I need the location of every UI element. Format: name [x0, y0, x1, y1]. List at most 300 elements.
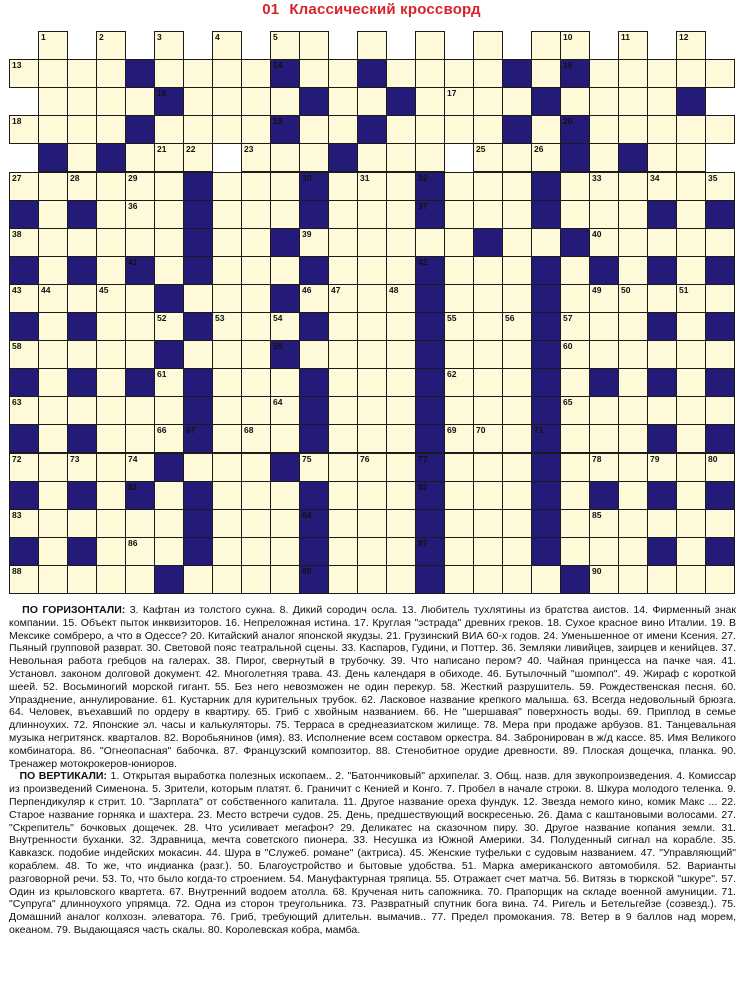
grid-cell[interactable]	[270, 312, 300, 341]
grid-cell[interactable]	[38, 115, 68, 144]
grid-cell[interactable]	[38, 424, 68, 453]
grid-cell[interactable]	[299, 284, 329, 313]
grid-cell[interactable]	[241, 200, 271, 229]
grid-cell[interactable]	[589, 200, 619, 229]
grid-cell[interactable]	[705, 115, 735, 144]
grid-cell[interactable]	[473, 424, 503, 453]
grid-cell[interactable]	[618, 424, 648, 453]
grid-cell[interactable]	[560, 87, 590, 116]
grid-cell[interactable]	[386, 143, 416, 172]
grid-cell[interactable]	[647, 143, 677, 172]
grid-cell[interactable]	[444, 565, 474, 594]
grid-cell[interactable]	[386, 59, 416, 88]
grid-cell[interactable]	[444, 453, 474, 482]
grid-cell[interactable]	[473, 565, 503, 594]
grid-cell[interactable]	[154, 537, 184, 566]
grid-cell[interactable]	[328, 59, 358, 88]
grid-cell[interactable]	[328, 228, 358, 257]
grid-cell[interactable]	[357, 312, 387, 341]
grid-cell[interactable]	[212, 565, 242, 594]
grid-cell[interactable]	[241, 312, 271, 341]
grid-cell[interactable]	[705, 340, 735, 369]
grid-cell[interactable]	[386, 200, 416, 229]
grid-cell[interactable]	[212, 312, 242, 341]
grid-cell[interactable]	[241, 565, 271, 594]
grid-cell[interactable]	[212, 200, 242, 229]
grid-cell[interactable]	[560, 396, 590, 425]
grid-cell[interactable]	[531, 31, 561, 60]
grid-cell[interactable]	[647, 284, 677, 313]
grid-cell[interactable]	[154, 143, 184, 172]
grid-cell[interactable]	[67, 115, 97, 144]
grid-cell[interactable]	[270, 537, 300, 566]
grid-cell[interactable]	[67, 340, 97, 369]
grid-cell[interactable]	[67, 143, 97, 172]
grid-cell[interactable]	[212, 115, 242, 144]
grid-cell[interactable]	[270, 396, 300, 425]
grid-cell[interactable]	[212, 509, 242, 538]
grid-cell[interactable]	[328, 396, 358, 425]
grid-cell[interactable]	[154, 509, 184, 538]
grid-cell[interactable]	[560, 453, 590, 482]
grid-cell[interactable]	[96, 59, 126, 88]
grid-cell[interactable]	[299, 340, 329, 369]
grid-cell[interactable]	[589, 396, 619, 425]
grid-cell[interactable]	[38, 172, 68, 201]
grid-cell[interactable]	[125, 200, 155, 229]
grid-cell[interactable]	[299, 115, 329, 144]
grid-cell[interactable]	[502, 424, 532, 453]
grid-cell[interactable]	[183, 59, 213, 88]
grid-cell[interactable]	[154, 424, 184, 453]
grid-cell[interactable]	[38, 340, 68, 369]
grid-cell[interactable]	[67, 284, 97, 313]
grid-cell[interactable]	[589, 115, 619, 144]
grid-cell[interactable]	[96, 537, 126, 566]
grid-cell[interactable]	[328, 312, 358, 341]
grid-cell[interactable]	[502, 453, 532, 482]
grid-cell[interactable]	[96, 87, 126, 116]
grid-cell[interactable]	[328, 453, 358, 482]
grid-cell[interactable]	[357, 172, 387, 201]
grid-cell[interactable]	[415, 143, 445, 172]
grid-cell[interactable]	[444, 312, 474, 341]
grid-cell[interactable]	[618, 509, 648, 538]
grid-cell[interactable]	[212, 31, 242, 60]
grid-cell[interactable]	[473, 509, 503, 538]
grid-cell[interactable]	[676, 143, 706, 172]
grid-cell[interactable]	[647, 59, 677, 88]
grid-cell[interactable]	[212, 59, 242, 88]
grid-cell[interactable]	[125, 172, 155, 201]
grid-cell[interactable]	[531, 143, 561, 172]
grid-cell[interactable]	[357, 509, 387, 538]
grid-cell[interactable]	[183, 453, 213, 482]
grid-cell[interactable]	[589, 537, 619, 566]
grid-cell[interactable]	[676, 172, 706, 201]
grid-cell[interactable]	[444, 200, 474, 229]
grid-cell[interactable]	[647, 565, 677, 594]
grid-cell[interactable]	[154, 59, 184, 88]
grid-cell[interactable]	[38, 256, 68, 285]
grid-cell[interactable]	[38, 453, 68, 482]
grid-cell[interactable]	[270, 31, 300, 60]
grid-cell[interactable]	[241, 87, 271, 116]
grid-cell[interactable]	[183, 284, 213, 313]
grid-cell[interactable]	[241, 424, 271, 453]
grid-cell[interactable]	[38, 368, 68, 397]
grid-cell[interactable]	[67, 453, 97, 482]
grid-cell[interactable]	[473, 284, 503, 313]
grid-cell[interactable]	[502, 340, 532, 369]
grid-cell[interactable]	[531, 59, 561, 88]
grid-cell[interactable]	[212, 256, 242, 285]
grid-cell[interactable]	[473, 59, 503, 88]
grid-cell[interactable]	[618, 256, 648, 285]
grid-cell[interactable]	[212, 481, 242, 510]
grid-cell[interactable]	[270, 172, 300, 201]
grid-cell[interactable]	[9, 59, 39, 88]
grid-cell[interactable]	[502, 509, 532, 538]
grid-cell[interactable]	[560, 509, 590, 538]
grid-cell[interactable]	[328, 172, 358, 201]
grid-cell[interactable]	[67, 565, 97, 594]
grid-cell[interactable]	[125, 537, 155, 566]
grid-cell[interactable]	[96, 368, 126, 397]
grid-cell[interactable]	[676, 115, 706, 144]
grid-cell[interactable]	[241, 368, 271, 397]
grid-cell[interactable]	[560, 481, 590, 510]
grid-cell[interactable]	[386, 115, 416, 144]
grid-cell[interactable]	[357, 200, 387, 229]
grid-cell[interactable]	[473, 256, 503, 285]
grid-cell[interactable]	[444, 537, 474, 566]
grid-cell[interactable]	[502, 228, 532, 257]
grid-cell[interactable]	[270, 87, 300, 116]
grid-cell[interactable]	[38, 228, 68, 257]
grid-cell[interactable]	[96, 424, 126, 453]
grid-cell[interactable]	[357, 87, 387, 116]
grid-cell[interactable]	[241, 453, 271, 482]
grid-cell[interactable]	[357, 537, 387, 566]
grid-cell[interactable]	[531, 565, 561, 594]
grid-cell[interactable]	[183, 565, 213, 594]
grid-cell[interactable]	[357, 340, 387, 369]
grid-cell[interactable]	[618, 312, 648, 341]
grid-cell[interactable]	[589, 284, 619, 313]
grid-cell[interactable]	[241, 115, 271, 144]
grid-cell[interactable]	[502, 143, 532, 172]
grid-cell[interactable]	[96, 115, 126, 144]
grid-cell[interactable]	[357, 453, 387, 482]
grid-cell[interactable]	[502, 565, 532, 594]
grid-cell[interactable]	[299, 143, 329, 172]
grid-cell[interactable]	[676, 537, 706, 566]
grid-cell[interactable]	[676, 368, 706, 397]
grid-cell[interactable]	[531, 115, 561, 144]
grid-cell[interactable]	[154, 256, 184, 285]
grid-cell[interactable]	[67, 509, 97, 538]
grid-cell[interactable]	[560, 284, 590, 313]
grid-cell[interactable]	[589, 59, 619, 88]
grid-cell[interactable]	[270, 565, 300, 594]
grid-cell[interactable]	[589, 453, 619, 482]
grid-cell[interactable]	[328, 256, 358, 285]
grid-cell[interactable]	[212, 172, 242, 201]
grid-cell[interactable]	[502, 481, 532, 510]
grid-cell[interactable]	[328, 481, 358, 510]
grid-cell[interactable]	[299, 31, 329, 60]
grid-cell[interactable]	[647, 115, 677, 144]
grid-cell[interactable]	[386, 396, 416, 425]
grid-cell[interactable]	[502, 200, 532, 229]
grid-cell[interactable]	[444, 481, 474, 510]
grid-cell[interactable]	[676, 59, 706, 88]
grid-cell[interactable]	[444, 424, 474, 453]
grid-cell[interactable]	[241, 340, 271, 369]
grid-cell[interactable]	[9, 509, 39, 538]
grid-cell[interactable]	[270, 143, 300, 172]
grid-cell[interactable]	[125, 340, 155, 369]
grid-cell[interactable]	[96, 509, 126, 538]
grid-cell[interactable]	[357, 256, 387, 285]
grid-cell[interactable]	[444, 284, 474, 313]
grid-cell[interactable]	[38, 200, 68, 229]
grid-cell[interactable]	[212, 284, 242, 313]
grid-cell[interactable]	[386, 509, 416, 538]
grid-cell[interactable]	[386, 228, 416, 257]
grid-cell[interactable]	[676, 312, 706, 341]
grid-cell[interactable]	[96, 453, 126, 482]
grid-cell[interactable]	[9, 340, 39, 369]
grid-cell[interactable]	[38, 59, 68, 88]
grid-cell[interactable]	[560, 340, 590, 369]
grid-cell[interactable]	[589, 87, 619, 116]
grid-cell[interactable]	[444, 172, 474, 201]
grid-cell[interactable]	[9, 228, 39, 257]
grid-cell[interactable]	[9, 284, 39, 313]
grid-cell[interactable]	[241, 256, 271, 285]
grid-cell[interactable]	[676, 453, 706, 482]
grid-cell[interactable]	[212, 424, 242, 453]
grid-cell[interactable]	[705, 565, 735, 594]
grid-cell[interactable]	[328, 115, 358, 144]
grid-cell[interactable]	[531, 228, 561, 257]
grid-cell[interactable]	[357, 143, 387, 172]
grid-cell[interactable]	[328, 87, 358, 116]
grid-cell[interactable]	[125, 312, 155, 341]
grid-cell[interactable]	[154, 368, 184, 397]
grid-cell[interactable]	[357, 481, 387, 510]
grid-cell[interactable]	[241, 143, 271, 172]
grid-cell[interactable]	[125, 509, 155, 538]
grid-cell[interactable]	[386, 537, 416, 566]
grid-cell[interactable]	[705, 284, 735, 313]
grid-cell[interactable]	[473, 368, 503, 397]
grid-cell[interactable]	[38, 312, 68, 341]
grid-cell[interactable]	[96, 481, 126, 510]
grid-cell[interactable]	[386, 368, 416, 397]
grid-cell[interactable]	[444, 87, 474, 116]
grid-cell[interactable]	[473, 87, 503, 116]
grid-cell[interactable]	[444, 59, 474, 88]
grid-cell[interactable]	[676, 200, 706, 229]
grid-cell[interactable]	[96, 228, 126, 257]
grid-cell[interactable]	[560, 312, 590, 341]
grid-cell[interactable]	[502, 256, 532, 285]
grid-cell[interactable]	[502, 172, 532, 201]
grid-cell[interactable]	[38, 31, 68, 60]
grid-cell[interactable]	[357, 31, 387, 60]
grid-cell[interactable]	[502, 284, 532, 313]
grid-cell[interactable]	[67, 396, 97, 425]
grid-cell[interactable]	[560, 537, 590, 566]
grid-cell[interactable]	[589, 565, 619, 594]
grid-cell[interactable]	[386, 312, 416, 341]
grid-cell[interactable]	[618, 200, 648, 229]
grid-cell[interactable]	[386, 340, 416, 369]
grid-cell[interactable]	[38, 509, 68, 538]
grid-cell[interactable]	[473, 115, 503, 144]
grid-cell[interactable]	[705, 228, 735, 257]
grid-cell[interactable]	[328, 424, 358, 453]
grid-cell[interactable]	[154, 172, 184, 201]
grid-cell[interactable]	[38, 396, 68, 425]
grid-cell[interactable]	[328, 284, 358, 313]
grid-cell[interactable]	[444, 256, 474, 285]
grid-cell[interactable]	[96, 31, 126, 60]
grid-cell[interactable]	[212, 396, 242, 425]
grid-cell[interactable]	[473, 172, 503, 201]
grid-cell[interactable]	[96, 284, 126, 313]
grid-cell[interactable]	[241, 172, 271, 201]
grid-cell[interactable]	[299, 228, 329, 257]
grid-cell[interactable]	[299, 453, 329, 482]
grid-cell[interactable]	[270, 200, 300, 229]
grid-cell[interactable]	[705, 172, 735, 201]
grid-cell[interactable]	[38, 284, 68, 313]
grid-cell[interactable]	[241, 284, 271, 313]
grid-cell[interactable]	[96, 200, 126, 229]
grid-cell[interactable]	[154, 31, 184, 60]
grid-cell[interactable]	[328, 340, 358, 369]
grid-cell[interactable]	[212, 87, 242, 116]
grid-cell[interactable]	[328, 565, 358, 594]
grid-cell[interactable]	[676, 396, 706, 425]
grid-cell[interactable]	[647, 228, 677, 257]
grid-cell[interactable]	[328, 509, 358, 538]
grid-cell[interactable]	[676, 481, 706, 510]
grid-cell[interactable]	[560, 256, 590, 285]
grid-cell[interactable]	[560, 200, 590, 229]
grid-cell[interactable]	[154, 115, 184, 144]
grid-cell[interactable]	[270, 509, 300, 538]
grid-cell[interactable]	[96, 340, 126, 369]
grid-cell[interactable]	[270, 481, 300, 510]
grid-cell[interactable]	[125, 143, 155, 172]
grid-cell[interactable]	[386, 481, 416, 510]
grid-cell[interactable]	[125, 424, 155, 453]
grid-cell[interactable]	[328, 200, 358, 229]
grid-cell[interactable]	[473, 340, 503, 369]
grid-cell[interactable]	[328, 368, 358, 397]
grid-cell[interactable]	[502, 87, 532, 116]
grid-cell[interactable]	[647, 396, 677, 425]
grid-cell[interactable]	[415, 31, 445, 60]
grid-cell[interactable]	[241, 509, 271, 538]
grid-cell[interactable]	[676, 284, 706, 313]
grid-cell[interactable]	[473, 312, 503, 341]
grid-cell[interactable]	[183, 143, 213, 172]
grid-cell[interactable]	[502, 537, 532, 566]
grid-cell[interactable]	[270, 424, 300, 453]
grid-cell[interactable]	[618, 284, 648, 313]
grid-cell[interactable]	[473, 453, 503, 482]
grid-cell[interactable]	[473, 200, 503, 229]
grid-cell[interactable]	[357, 368, 387, 397]
grid-cell[interactable]	[618, 87, 648, 116]
grid-cell[interactable]	[270, 256, 300, 285]
grid-cell[interactable]	[676, 565, 706, 594]
grid-cell[interactable]	[473, 143, 503, 172]
grid-cell[interactable]	[444, 368, 474, 397]
grid-cell[interactable]	[676, 228, 706, 257]
grid-cell[interactable]	[647, 340, 677, 369]
grid-cell[interactable]	[386, 453, 416, 482]
grid-cell[interactable]	[96, 312, 126, 341]
grid-cell[interactable]	[618, 59, 648, 88]
grid-cell[interactable]	[705, 59, 735, 88]
grid-cell[interactable]	[125, 453, 155, 482]
grid-cell[interactable]	[502, 312, 532, 341]
grid-cell[interactable]	[618, 228, 648, 257]
grid-cell[interactable]	[357, 228, 387, 257]
grid-cell[interactable]	[618, 172, 648, 201]
grid-cell[interactable]	[502, 396, 532, 425]
grid-cell[interactable]	[589, 340, 619, 369]
grid-cell[interactable]	[589, 509, 619, 538]
grid-cell[interactable]	[357, 565, 387, 594]
grid-cell[interactable]	[38, 481, 68, 510]
grid-cell[interactable]	[125, 284, 155, 313]
grid-cell[interactable]	[9, 565, 39, 594]
grid-cell[interactable]	[415, 228, 445, 257]
grid-cell[interactable]	[96, 396, 126, 425]
grid-cell[interactable]	[676, 424, 706, 453]
grid-cell[interactable]	[618, 537, 648, 566]
grid-cell[interactable]	[618, 115, 648, 144]
grid-cell[interactable]	[647, 509, 677, 538]
grid-cell[interactable]	[386, 424, 416, 453]
grid-cell[interactable]	[67, 87, 97, 116]
grid-cell[interactable]	[415, 87, 445, 116]
grid-cell[interactable]	[560, 172, 590, 201]
grid-cell[interactable]	[96, 172, 126, 201]
grid-cell[interactable]	[444, 228, 474, 257]
grid-cell[interactable]	[386, 565, 416, 594]
grid-cell[interactable]	[299, 59, 329, 88]
grid-cell[interactable]	[473, 537, 503, 566]
grid-cell[interactable]	[676, 509, 706, 538]
grid-cell[interactable]	[241, 481, 271, 510]
grid-cell[interactable]	[9, 396, 39, 425]
grid-cell[interactable]	[676, 256, 706, 285]
grid-cell[interactable]	[183, 115, 213, 144]
grid-cell[interactable]	[705, 453, 735, 482]
grid-cell[interactable]	[560, 31, 590, 60]
grid-cell[interactable]	[618, 340, 648, 369]
grid-cell[interactable]	[154, 228, 184, 257]
